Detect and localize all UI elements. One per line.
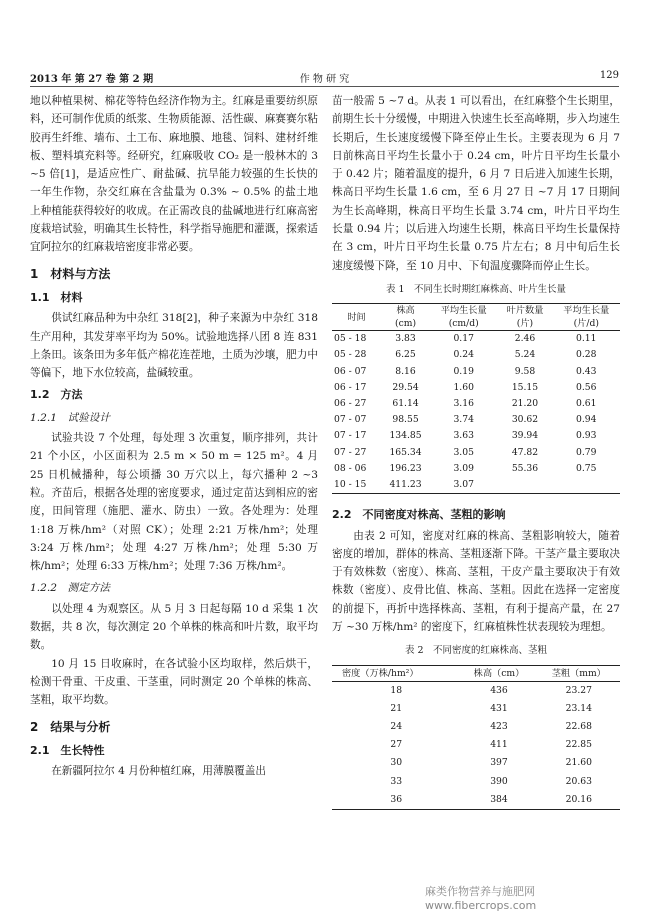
- table-2-row-cell: 23.27: [565, 684, 592, 696]
- table-2-caption: 表 2 不同密度的红麻株高、茎粗: [404, 645, 548, 657]
- table-1-row-cell: 5.24: [514, 349, 536, 361]
- table-1-row-cell: 06 - 07: [334, 365, 367, 377]
- table-1-row-cell: 0.17: [453, 333, 474, 345]
- table-2-row-cell: 20.63: [565, 775, 592, 787]
- table-2-row-cell: 30: [390, 757, 403, 769]
- left-column: [30, 92, 318, 780]
- table-1-row-cell: 0.56: [576, 381, 597, 393]
- table-2-row-cell: 22.68: [565, 721, 592, 733]
- table-2-row: [332, 736, 620, 754]
- table-1-row: [332, 477, 620, 494]
- table-1-row-cell: 07 - 07: [334, 414, 367, 426]
- table-1-row-cell: 0.93: [576, 430, 597, 442]
- section-2-heading: 2 结果与分析: [30, 719, 111, 734]
- journal-issue: 2013 年 第 27 卷 第 2 期: [30, 74, 154, 85]
- table-1-row-cell: 47.82: [511, 446, 539, 458]
- table-1-row: [332, 380, 620, 396]
- table-1-row-cell: 411.23: [389, 479, 422, 491]
- page-number: 129: [599, 70, 619, 81]
- table-2-header: 茎粗（mm）: [551, 667, 606, 679]
- design-paragraph: 试验共设 7 个处理，每处理 3 次重复，顺序排列，共计 21 个小区，小区面积为 2.5 m × 50 m = 125 m²。4 月 25 日机械播种，每公顷播 30 万穴以上，每穴播种 2 ~3 粒。齐苗后，根据各处理的密度要求，通过定苗达到相应的密度，田间管理（施肥、灌水、防虫）一致。各处理为：处理 1:18 万株/hm²（对照 CK）；处理 2:21 万株/hm²；处理 3:24 万株/hm²；处理 4:27 万株/hm²；处理 5:30 万株/hm²；处理 6:33 万株/hm²；处理 7:36 万株/hm²。: [30, 432, 318, 573]
- table-1-row-cell: 0.79: [576, 446, 597, 458]
- table-1-row: [332, 428, 620, 444]
- table-2-body: [332, 681, 620, 809]
- table-2-row-cell: 384: [490, 793, 508, 805]
- right-column: [332, 92, 620, 810]
- running-header: [30, 70, 619, 87]
- table-2-row-cell: 390: [490, 775, 508, 787]
- table-2-row-cell: 33: [390, 775, 403, 787]
- table-1-header: 株高 (cm): [395, 305, 417, 330]
- table-2-row-cell: 431: [490, 702, 508, 714]
- table-2-row: [332, 681, 620, 700]
- table-1-row-cell: 0.28: [576, 349, 597, 361]
- table-1-row-cell: 30.62: [511, 414, 539, 426]
- intro-paragraph: 地以种植果树、棉花等特色经济作物为主。红麻是重要纺织原料，还可制作优质的纸浆、生物质能源、活性碳、麻赛赛尔粘胶再生纤维、墙布、土工布、麻地膜、地毯、饲料、建材纤维板、塑料填充料等。经研究，红麻吸收 CO₂ 是一般林木的 3 ~5 倍[1]，是适应性广、耐盐碱、抗旱能力较强的生长快的一年生作物，杂交红麻在含盐量为 0.3% ~ 0.5% 的盐土地上种植能获得较好的收成。在正需改良的盐碱地进行红麻高密度栽培试验，明确其生长特性，科学指导施肥和灌溉，探索适宜阿拉尔的红麻栽培密度非常必要。: [30, 95, 318, 254]
- table-1-row-cell: 0.94: [576, 414, 597, 426]
- table-2-row: [332, 754, 620, 772]
- table-1: [332, 303, 620, 494]
- table-2-row: [332, 700, 620, 718]
- table-1-row: [332, 347, 620, 363]
- method-paragraph-2: 10 月 15 日收麻时，在各试验小区均取样，然后烘干，检测干骨重、干皮重、干茎重，同时测定 20 个单株的株高、茎粗，取平均数。: [30, 657, 318, 707]
- table-1-header: 平均生长量 (cm/d): [440, 305, 487, 330]
- table-1-row-cell: 07 - 17: [334, 430, 367, 442]
- table-1-row-cell: 05 - 18: [334, 333, 367, 345]
- table-2-row: [332, 773, 620, 791]
- table-1-row-cell: 61.14: [392, 398, 419, 410]
- table-1-row-cell: [497, 477, 552, 494]
- table-1-row-cell: 0.43: [576, 365, 597, 377]
- table-1-row-cell: 0.24: [453, 349, 474, 361]
- table-1-row-cell: 0.11: [576, 333, 597, 345]
- table-2-row-cell: 21: [390, 702, 403, 714]
- table-2-row-cell: 397: [490, 757, 508, 769]
- table-1-row-cell: 3.83: [395, 333, 416, 345]
- table-1-row: [332, 412, 620, 428]
- table-2-row-cell: 436: [490, 684, 508, 696]
- table-1-row-cell: 3.07: [453, 479, 474, 491]
- table-1-row: [332, 331, 620, 348]
- table-1-row-cell: 165.34: [389, 446, 422, 458]
- table-1-row-cell: 08 - 06: [334, 462, 367, 474]
- table-2-row-cell: 20.16: [565, 793, 592, 805]
- section-1-2-heading: 1.2 方法: [30, 388, 83, 402]
- method-paragraph-1: 以处理 4 为观察区。从 5 月 3 日起每隔 10 d 采集 1 次数据，共 8 次，每次测定 20 个单株的株高和叶片数，取平均数。: [30, 602, 318, 652]
- table-1-row-cell: 3.16: [453, 398, 474, 410]
- table-1-row-cell: 0.19: [453, 365, 474, 377]
- table-1-row: [332, 461, 620, 477]
- table-1-row-cell: 3.05: [453, 446, 474, 458]
- table-1-row-cell: 196.23: [389, 462, 422, 474]
- table-1-row-cell: [553, 477, 621, 494]
- table-1-row-cell: 98.55: [392, 414, 419, 426]
- table-2-row-cell: 27: [390, 739, 403, 751]
- table-2-row: [332, 718, 620, 736]
- table-1-row-cell: 3.74: [453, 414, 474, 426]
- table-1-row-cell: 1.60: [453, 381, 474, 393]
- table-2-row-cell: 23.14: [565, 702, 592, 714]
- table-1-row-cell: 21.20: [511, 398, 539, 410]
- table-2-row-cell: 24: [390, 721, 403, 733]
- table-2-header: 密度（万株/hm²）: [342, 667, 419, 679]
- table-1-row-cell: 29.54: [392, 381, 419, 393]
- table-1-row-cell: 0.61: [576, 398, 597, 410]
- table-2: [332, 665, 620, 810]
- table-1-row: [332, 445, 620, 461]
- table-1-row-cell: 3.63: [453, 430, 474, 442]
- table-1-row-cell: 6.25: [395, 349, 416, 361]
- section-1-1-heading: 1.1 材料: [30, 290, 83, 304]
- growth-paragraph-start: 在新疆阿拉尔 4 月份种植红麻，用薄膜覆盖出: [51, 765, 266, 778]
- table-2-row-cell: 423: [490, 721, 508, 733]
- table-1-row-cell: 39.94: [511, 430, 539, 442]
- table-1-row-cell: 3.09: [453, 462, 474, 474]
- watermark: 麻类作物营养与施肥网 www.fibercrops.com: [425, 885, 537, 912]
- journal-name: 作 物 研 究: [299, 74, 350, 85]
- density-paragraph: 由表 2 可知，密度对红麻的株高、茎粗影响较大，随着密度的增加，群体的株高、茎粗逐渐下降。干茎产量主要取决于有效株数（密度）、株高、茎粗，干皮产量主要取决于有效株数（密度）、皮骨比值、株高、茎粗。因此在选择一定密度的前提下，再折中选择株高、茎粗，有利于提高产量，在 27 万 ~30 万株/hm² 的密度下，红麻植株性状表现较为理想。: [332, 529, 620, 634]
- material-paragraph: 供试红麻品种为中杂红 318[2]，种子来源为中杂红 318 生产用种，其发芽率平均为 50%。试验地选择八团 8 连 831 上条田。该条田为多年低产棉花连茬地，土质为沙壤，肥力中等偏下，地下水位较高，盐碱较重。: [30, 312, 318, 380]
- section-1-2-1-heading: 1.2.1 试验设计: [30, 411, 110, 424]
- section-2-2-heading: 2.2 不同密度对株高、茎粗的影响: [332, 508, 506, 522]
- table-1-row-cell: 134.85: [389, 430, 422, 442]
- table-2-row: [332, 791, 620, 810]
- table-1-row-cell: 55.36: [511, 462, 539, 474]
- table-1-row-cell: 06 - 27: [334, 398, 367, 410]
- table-2-row-cell: 21.60: [565, 757, 592, 769]
- table-2-header: 株高（cm）: [473, 667, 525, 679]
- table-2-row-cell: 22.85: [565, 739, 592, 751]
- table-1-header: 叶片数量 (片): [506, 305, 544, 330]
- table-1-row-cell: 2.46: [514, 333, 536, 345]
- table-1-row: [332, 396, 620, 412]
- table-1-header: 时间: [347, 311, 366, 323]
- table-2-row-cell: 18: [390, 684, 403, 696]
- table-1-row-cell: 07 - 27: [334, 446, 367, 458]
- section-1-heading: 1 材料与方法: [30, 266, 111, 281]
- table-1-row-cell: 0.75: [576, 462, 597, 474]
- table-1-body: [332, 331, 620, 494]
- section-2-1-heading: 2.1 生长特性: [30, 743, 105, 757]
- table-2-row-cell: 36: [390, 793, 403, 805]
- table-1-row-cell: 05 - 28: [334, 349, 367, 361]
- table-1-caption: 表 1 不同生长时期红麻株高、叶片生长量: [385, 283, 567, 295]
- section-1-2-2-heading: 1.2.2 测定方法: [30, 582, 110, 595]
- table-1-header: 平均生长量 (片/d): [563, 305, 610, 330]
- table-1-row-cell: 06 - 17: [334, 381, 367, 393]
- table-1-row-cell: 15.15: [511, 381, 539, 393]
- table-1-row-cell: 8.16: [395, 365, 416, 377]
- table-1-row-cell: 9.58: [514, 365, 536, 377]
- table-1-row-cell: 10 - 15: [334, 479, 367, 491]
- growth-paragraph-cont: 苗一般需 5 ~7 d。从表 1 可以看出，在红麻整个生长期里，前期生长十分缓慢，中期进入快速生长至高峰期，步入均速生长期后，生长速度缓慢下降至停止生长。主要表现为 6 月 7 日前株高日平均生长量小于 0.24 cm，叶片日平均生长量小于 0.42 片；随着温度的提升，6 月 7 日后进入加速生长期，株高日平均生长量 1.6 cm，至 6 月 27 日 ~7 月 17 日期间为生长高峰期，株高日平均生长量 3.74 cm，叶片日平均生长量 0.94 片；以后进入均速生长期，株高日平均生长量保持在 3 cm，叶片日平均生长量 0.75 片左右；8 月中旬后生长速度缓慢下降，至 10 月中、下旬温度骤降而停止生长。: [332, 95, 620, 272]
- table-2-row-cell: 411: [490, 739, 508, 751]
- table-1-row: [332, 364, 620, 380]
